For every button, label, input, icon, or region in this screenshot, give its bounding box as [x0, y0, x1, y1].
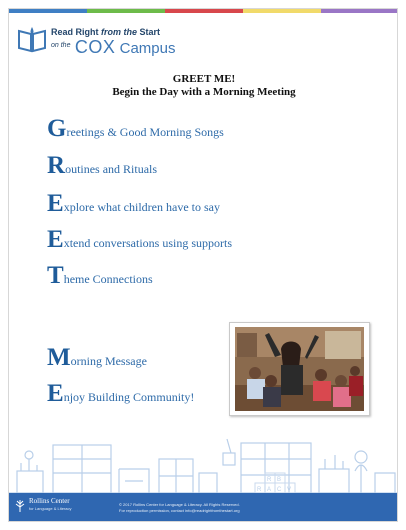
- acrostic-text: outines and Rituals: [65, 162, 158, 176]
- acrostic-text: njoy Building Community!: [63, 390, 195, 404]
- block-letter: V: [287, 487, 292, 493]
- classroom-illustration: [9, 429, 398, 494]
- acrostic-line-theme: [47, 262, 153, 290]
- acrostic-letter: R: [47, 152, 66, 179]
- acrostic-text: xtend conversations using supports: [63, 236, 233, 250]
- block-letter: R: [267, 477, 272, 483]
- acrostic-text: reetings & Good Morning Songs: [66, 125, 224, 139]
- block-letter: B: [277, 477, 282, 483]
- color-segment-blue: [9, 9, 87, 13]
- acrostic-line-greetings: [47, 115, 224, 143]
- copyright-notice: [119, 502, 389, 514]
- color-segment-yellow: [243, 9, 321, 13]
- page-title: GREET ME!: [172, 73, 236, 85]
- color-segment-green: [87, 9, 165, 13]
- cox-campus-logo: [13, 23, 223, 59]
- rollins-center-subtitle: for Language & Literacy: [29, 506, 72, 511]
- acrostic-text: heme Connections: [63, 272, 153, 286]
- copyright-line: © 2017 Rollins Center for Language & Literacy. All Rights Reserved.: [119, 502, 240, 507]
- acrostic-line-explore: [47, 190, 220, 218]
- logo-tagline: Read Right from the Start: [51, 27, 161, 37]
- open-book-icon: [17, 25, 47, 53]
- classroom-photo: [235, 327, 364, 411]
- block-letter: C: [277, 487, 282, 493]
- acrostic-line-extend: [47, 226, 232, 254]
- rollins-tree-icon: [15, 499, 25, 513]
- acrostic-line-routines: [47, 152, 157, 180]
- acrostic-letter: E: [47, 380, 64, 407]
- page-subtitle: Begin the Day with a Morning Meeting: [112, 86, 296, 98]
- copyright-contact: For reproduction permission, contact info@readrightfromthestart.org: [119, 508, 240, 513]
- acrostic-text: xplore what children have to say: [63, 200, 220, 214]
- acrostic-text: orning Message: [70, 354, 147, 368]
- logo-cox-campus: $^{on the}$ COX Campus: [51, 37, 176, 57]
- footer-band: [9, 493, 398, 522]
- acrostic-letter: E: [47, 190, 64, 217]
- document-page: [8, 8, 398, 522]
- color-segment-red: [165, 9, 243, 13]
- acrostic-letter: E: [47, 226, 64, 253]
- color-segment-purple: [321, 9, 398, 13]
- photo-frame: [229, 322, 370, 416]
- block-letter: A: [267, 487, 272, 493]
- acrostic-letter: G: [47, 115, 67, 142]
- rollins-center-name: Rollins Center: [29, 497, 70, 505]
- block-letter: R: [257, 487, 262, 493]
- acrostic-letter: M: [47, 344, 71, 371]
- top-color-bar: [9, 9, 398, 13]
- acrostic-line-enjoy: [47, 380, 194, 408]
- acrostic-line-morning: [47, 344, 147, 372]
- acrostic-letter: T: [47, 262, 64, 289]
